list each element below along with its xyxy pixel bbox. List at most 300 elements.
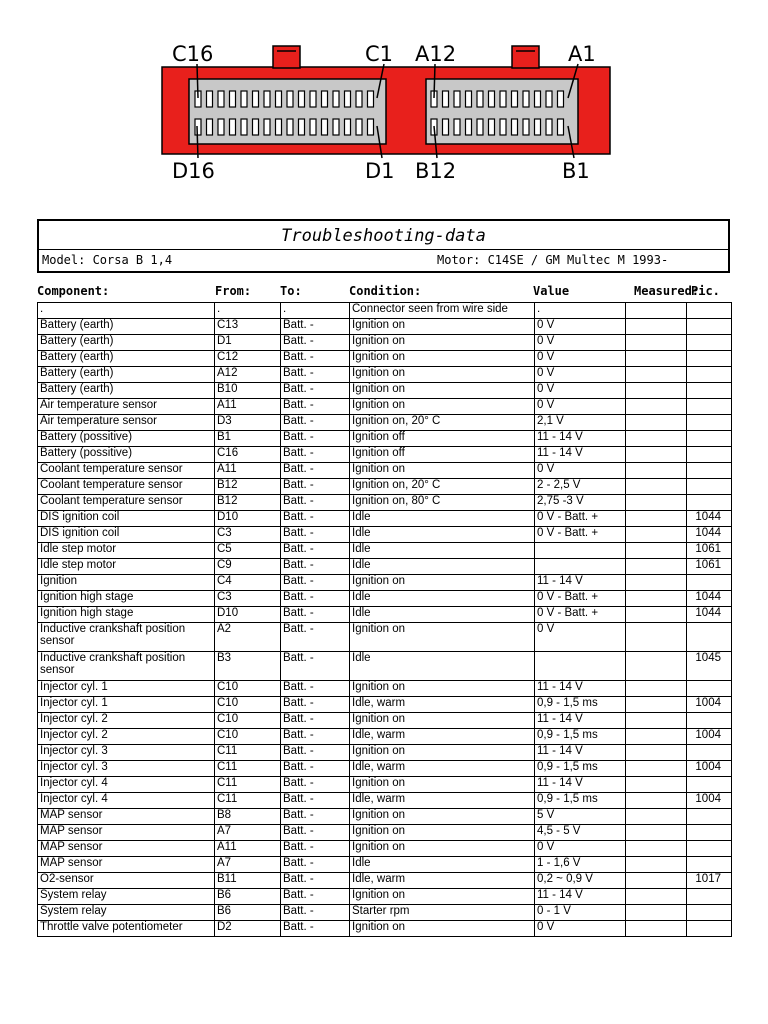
cell-from: B8 [215,809,281,825]
cell-value: 0 V [535,463,626,479]
cell-component: Battery (earth) [38,319,215,335]
cell-component: Inductive crankshaft position sensor [38,623,215,652]
cell-from: B6 [215,889,281,905]
cell-to: Batt. - [281,729,350,745]
cell-to: Batt. - [281,463,350,479]
cell-pic: 1004 [687,697,732,713]
table-row [38,905,732,921]
cell-component: Battery (earth) [38,367,215,383]
connector-pin [207,91,213,107]
cell-value: . [535,303,626,319]
cell-measured [626,479,687,495]
cell-value: 0,9 - 1,5 ms [535,761,626,777]
cell-to: Batt. - [281,383,350,399]
table-row [38,591,732,607]
pin-label-d1: D1 [365,159,395,183]
cell-pic [687,335,732,351]
column-header-measured: Measured: [634,284,700,298]
cell-value: 0 V - Batt. + [535,607,626,623]
cell-pic [687,921,732,937]
model-text: Model: Corsa B 1,4 [42,253,173,267]
connector-pin [466,119,472,135]
cell-value: 11 - 14 V [535,889,626,905]
connector-pin [207,119,213,135]
cell-value: 11 - 14 V [535,575,626,591]
connector-pin [558,91,564,107]
cell-component: Ignition [38,575,215,591]
leader-line [434,64,435,98]
cell-value: 0 V - Batt. + [535,511,626,527]
cell-measured [626,761,687,777]
cell-condition: Ignition on [350,681,535,697]
column-header-to: To: [280,284,302,298]
cell-value [535,652,626,681]
cell-pic: 1044 [687,527,732,543]
connector-pin [230,119,236,135]
cell-measured [626,495,687,511]
cell-from: A11 [215,841,281,857]
cell-condition: Idle [350,652,535,681]
cell-to: Batt. - [281,793,350,809]
cell-measured [626,415,687,431]
cell-measured [626,697,687,713]
cell-value: 2,75 -3 V [535,495,626,511]
cell-pic [687,623,732,652]
cell-from: C11 [215,761,281,777]
cell-to: Batt. - [281,479,350,495]
cell-component: DIS ignition coil [38,511,215,527]
connector-diagram [0,0,768,200]
column-header-value: Value [533,284,570,298]
cell-pic [687,905,732,921]
cell-component: Coolant temperature sensor [38,479,215,495]
cell-measured [626,652,687,681]
connector-pin [218,119,224,135]
connector-pin [264,91,270,107]
table-row [38,713,732,729]
connector-pin [276,91,282,107]
cell-from: D10 [215,607,281,623]
cell-measured [626,793,687,809]
cell-component: DIS ignition coil [38,527,215,543]
cell-component: Idle step motor [38,543,215,559]
cell-to: Batt. - [281,889,350,905]
table-row [38,793,732,809]
cell-from: C13 [215,319,281,335]
cell-component: Battery (earth) [38,383,215,399]
connector-pin [333,91,339,107]
cell-measured [626,841,687,857]
cell-component: Air temperature sensor [38,415,215,431]
connector-pin [264,119,270,135]
cell-component: Battery (possitive) [38,447,215,463]
cell-from: B12 [215,479,281,495]
cell-from: A2 [215,623,281,652]
cell-measured [626,431,687,447]
cell-value: 0 V - Batt. + [535,591,626,607]
table-row [38,463,732,479]
pin-label-c1: C1 [365,42,394,66]
connector-pin [466,91,472,107]
cell-from: A11 [215,399,281,415]
connector-pin [345,91,351,107]
connector-pin [535,91,541,107]
cell-condition: Idle [350,527,535,543]
cell-value: 2,1 V [535,415,626,431]
connector-pin [241,91,247,107]
cell-to: Batt. - [281,921,350,937]
cell-from: B6 [215,905,281,921]
cell-from: B11 [215,873,281,889]
table-row [38,777,732,793]
cell-value: 11 - 14 V [535,777,626,793]
cell-from: A11 [215,463,281,479]
cell-pic [687,431,732,447]
cell-to: Batt. - [281,367,350,383]
cell-from: C5 [215,543,281,559]
table-row [38,809,732,825]
cell-measured [626,527,687,543]
cell-condition: Ignition on [350,335,535,351]
cell-measured [626,729,687,745]
cell-condition: Ignition on [350,463,535,479]
connector-pin [368,119,374,135]
connector-pin [512,91,518,107]
cell-pic [687,857,732,873]
cell-component: Ignition high stage [38,591,215,607]
leader-line [197,126,198,158]
cell-to: Batt. - [281,447,350,463]
cell-value: 11 - 14 V [535,681,626,697]
cell-measured [626,383,687,399]
cell-measured [626,351,687,367]
cell-to: Batt. - [281,431,350,447]
cell-component: Ignition high stage [38,607,215,623]
cell-measured [626,399,687,415]
cell-pic [687,447,732,463]
cell-condition: Ignition on [350,745,535,761]
cell-condition: Ignition on [350,623,535,652]
cell-to: Batt. - [281,857,350,873]
connector-pin [523,91,529,107]
cell-to: Batt. - [281,761,350,777]
table-row [38,303,732,319]
cell-condition: Idle, warm [350,697,535,713]
connector-pin [546,119,552,135]
cell-condition: Ignition on [350,777,535,793]
pin-label-c16: C16 [172,42,214,66]
cell-from: D2 [215,921,281,937]
cell-from: C4 [215,575,281,591]
connector-pin [454,119,460,135]
cell-condition: Starter rpm [350,905,535,921]
cell-value: 0,9 - 1,5 ms [535,793,626,809]
cell-component: Injector cyl. 2 [38,713,215,729]
cell-measured [626,591,687,607]
cell-to: Batt. - [281,873,350,889]
cell-measured [626,303,687,319]
cell-measured [626,559,687,575]
cell-pic [687,681,732,697]
cell-condition: Idle, warm [350,729,535,745]
connector-pin [500,119,506,135]
cell-measured [626,335,687,351]
cell-condition: Ignition on [350,383,535,399]
cell-pic [687,889,732,905]
cell-from: B1 [215,431,281,447]
cell-from: C11 [215,793,281,809]
connector-pin [489,119,495,135]
connector-tab-left [273,46,300,68]
cell-pic: 1061 [687,543,732,559]
table-row [38,697,732,713]
cell-measured [626,889,687,905]
connector-pin [241,119,247,135]
cell-pic [687,713,732,729]
cell-pic [687,415,732,431]
cell-component: MAP sensor [38,841,215,857]
document-title: Troubleshooting-data [281,226,486,246]
cell-to: Batt. - [281,652,350,681]
cell-value: 0,9 - 1,5 ms [535,697,626,713]
cell-from: D10 [215,511,281,527]
cell-pic [687,463,732,479]
cell-to: Batt. - [281,713,350,729]
cell-value: 0,2 ~ 0,9 V [535,873,626,889]
connector-pin [523,119,529,135]
cell-value: 11 - 14 V [535,431,626,447]
cell-pic [687,777,732,793]
cell-measured [626,713,687,729]
cell-to: . [281,303,350,319]
table-row [38,511,732,527]
cell-from: C16 [215,447,281,463]
connector-pin [558,119,564,135]
connector-pin [322,91,328,107]
header-divider [39,249,728,250]
cell-component: MAP sensor [38,825,215,841]
cell-from: C12 [215,351,281,367]
table-row [38,607,732,623]
cell-measured [626,777,687,793]
cell-value: 0 - 1 V [535,905,626,921]
cell-component: Inductive crankshaft position sensor [38,652,215,681]
table-row [38,873,732,889]
connector-pin [195,119,201,135]
cell-condition: Ignition on, 20° C [350,415,535,431]
pin-label-b1: B1 [562,159,590,183]
troubleshooting-table [37,302,732,937]
cell-component: MAP sensor [38,809,215,825]
cell-pic [687,495,732,511]
cell-component: System relay [38,905,215,921]
cell-pic: 1004 [687,761,732,777]
cell-pic: 1061 [687,559,732,575]
cell-condition: Idle [350,857,535,873]
cell-to: Batt. - [281,415,350,431]
connector-pin [443,91,449,107]
cell-measured [626,367,687,383]
cell-value: 0 V [535,351,626,367]
table-row [38,921,732,937]
cell-value: 0 V [535,383,626,399]
table-row [38,479,732,495]
cell-component: . [38,303,215,319]
connector-pin [310,119,316,135]
cell-pic [687,745,732,761]
cell-component: Injector cyl. 3 [38,761,215,777]
cell-to: Batt. - [281,591,350,607]
table-row [38,319,732,335]
pin-label-a12: A12 [415,42,457,66]
cell-pic [687,575,732,591]
table-row [38,495,732,511]
cell-pic [687,809,732,825]
cell-pic: 1017 [687,873,732,889]
cell-value: 1 - 1,6 V [535,857,626,873]
cell-value [535,543,626,559]
cell-value: 0 V [535,921,626,937]
table-row [38,367,732,383]
cell-value: 11 - 14 V [535,447,626,463]
cell-condition: Ignition off [350,431,535,447]
cell-measured [626,447,687,463]
connector-pin [345,119,351,135]
cell-pic [687,479,732,495]
cell-to: Batt. - [281,681,350,697]
cell-component: Battery (earth) [38,351,215,367]
cell-to: Batt. - [281,399,350,415]
cell-condition: Ignition on [350,319,535,335]
cell-condition: Idle, warm [350,793,535,809]
cell-pic: 1004 [687,793,732,809]
cell-value [535,559,626,575]
cell-measured [626,873,687,889]
connector-pin [333,119,339,135]
table-row [38,825,732,841]
motor-text: Motor: C14SE / GM Multec M 1993- [437,253,669,267]
connector-pin [477,91,483,107]
cell-component: Air temperature sensor [38,399,215,415]
cell-value: 5 V [535,809,626,825]
cell-value: 0 V [535,399,626,415]
cell-from: A12 [215,367,281,383]
cell-to: Batt. - [281,777,350,793]
table-row [38,335,732,351]
cell-to: Batt. - [281,745,350,761]
cell-component: Injector cyl. 4 [38,777,215,793]
cell-measured [626,745,687,761]
cell-pic [687,383,732,399]
cell-condition: Idle [350,543,535,559]
cell-condition: Ignition on [350,399,535,415]
column-header-condition: Condition: [349,284,422,298]
cell-condition: Ignition on [350,825,535,841]
connector-pin [368,91,374,107]
cell-from: C3 [215,591,281,607]
cell-to: Batt. - [281,543,350,559]
cell-pic [687,399,732,415]
connector-pin [310,91,316,107]
cell-pic: 1044 [687,511,732,527]
table-row [38,889,732,905]
connector-pin [276,119,282,135]
cell-from: A7 [215,857,281,873]
cell-value: 0 V - Batt. + [535,527,626,543]
table-row [38,431,732,447]
cell-measured [626,463,687,479]
table-row [38,559,732,575]
cell-to: Batt. - [281,319,350,335]
table-row [38,447,732,463]
cell-to: Batt. - [281,495,350,511]
cell-condition: Idle [350,607,535,623]
header-box [37,219,730,273]
table-row [38,623,732,652]
cell-from: C3 [215,527,281,543]
table-row [38,351,732,367]
cell-to: Batt. - [281,607,350,623]
cell-measured [626,511,687,527]
cell-condition: Ignition on, 20° C [350,479,535,495]
table-row [38,841,732,857]
connector-pin [454,91,460,107]
cell-to: Batt. - [281,335,350,351]
cell-pic [687,841,732,857]
cell-condition: Ignition on [350,841,535,857]
connector-pin [489,91,495,107]
cell-measured [626,607,687,623]
cell-to: Batt. - [281,575,350,591]
cell-value: 0 V [535,841,626,857]
connector-pin [299,119,305,135]
cell-from: A7 [215,825,281,841]
cell-measured [626,623,687,652]
connector-pin [512,119,518,135]
table-row [38,415,732,431]
cell-measured [626,857,687,873]
cell-condition: Ignition on [350,889,535,905]
cell-pic [687,351,732,367]
cell-value: 0 V [535,319,626,335]
connector-pin [230,91,236,107]
cell-to: Batt. - [281,527,350,543]
connector-pin [356,119,362,135]
cell-component: Injector cyl. 3 [38,745,215,761]
column-header-pic: Pic. [691,284,720,298]
pin-label-d16: D16 [172,159,215,183]
connector-pin [477,119,483,135]
cell-component: Injector cyl. 1 [38,697,215,713]
cell-from: D1 [215,335,281,351]
cell-condition: Idle, warm [350,761,535,777]
connector-pin [546,91,552,107]
cell-to: Batt. - [281,809,350,825]
cell-condition: Ignition on [350,713,535,729]
cell-component: Coolant temperature sensor [38,463,215,479]
column-header-component: Component: [37,284,110,298]
pin-label-b12: B12 [415,159,457,183]
cell-component: System relay [38,889,215,905]
cell-condition: Ignition on [350,921,535,937]
cell-condition: Ignition on, 80° C [350,495,535,511]
connector-tab-right [512,46,539,68]
cell-from: C11 [215,745,281,761]
connector-pin [253,91,259,107]
cell-component: O2-sensor [38,873,215,889]
table-row [38,652,732,681]
cell-to: Batt. - [281,825,350,841]
